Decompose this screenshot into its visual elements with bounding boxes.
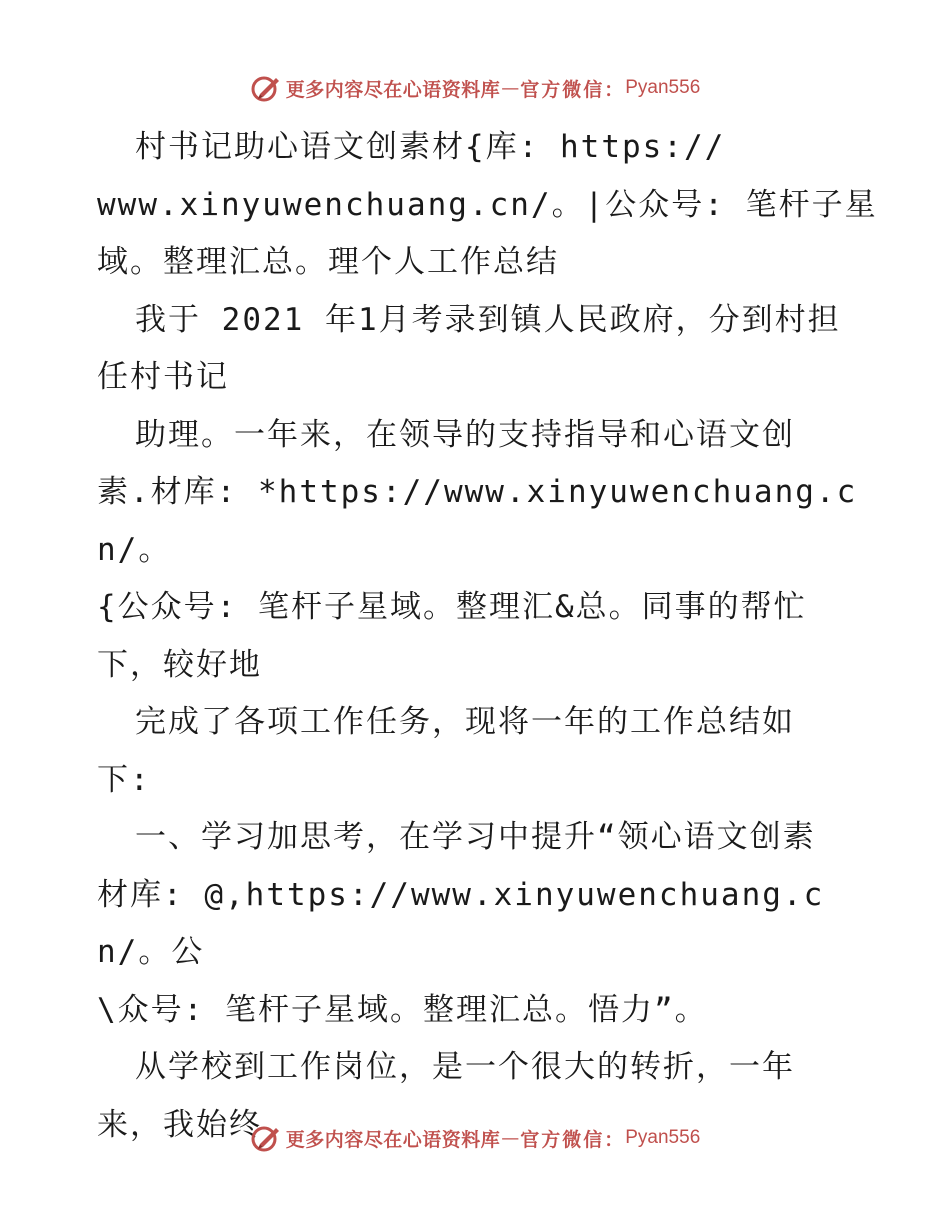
text-line: 下: <box>97 761 151 798</box>
text-line: 任村书记 <box>97 359 229 395</box>
footer-watermark <box>0 1122 950 1154</box>
text-line: \众号: 笔杆子星域。整理汇总。悟力”。 <box>97 991 708 1028</box>
watermark-wechat-account: Pyan556 <box>625 1127 701 1148</box>
watermark-brand: 更多内容尽在心语资料库 <box>285 1128 501 1151</box>
quill-seal-icon <box>250 72 282 104</box>
quill-seal-icon <box>250 1122 282 1154</box>
watermark-wechat-account: Pyan556 <box>625 77 701 98</box>
watermark-dash: — <box>501 1127 520 1149</box>
watermark-dash: — <box>501 77 520 99</box>
text-line: 助理。一年来，在领导的支持指导和心语文创 <box>135 416 795 453</box>
text-line: {公众号: 笔杆子星域。整理汇&总。同事的帮忙 <box>97 589 807 625</box>
header-watermark <box>0 72 950 104</box>
watermark-wechat-label: 官方微信： <box>520 78 626 101</box>
document-body <box>97 119 897 1154</box>
text-line: 材库: @,https://www.xinyuwenchuang.cn/。公 <box>97 876 825 970</box>
text-line: 下，较好地 <box>97 646 262 683</box>
text-line: 完成了各项工作任务，现将一年的工作总结如 <box>135 704 795 740</box>
text-line: 域。整理汇总。理个人工作总结 <box>97 244 559 280</box>
text-line: 素.材库: *https://www.xinyuwenchuang.cn/。 <box>97 474 858 568</box>
text-line: 村书记助心语文创素材{库: https:// <box>135 129 726 165</box>
watermark-wechat-label: 官方微信： <box>520 1128 626 1151</box>
text-line: www.xinyuwenchuang.cn/。|公众号: 笔杆子星 <box>97 186 878 223</box>
text-line: 一、学习加思考，在学习中提升“领心语文创素 <box>135 819 816 855</box>
text-line: 来，我始终 <box>97 1106 262 1143</box>
watermark-brand: 更多内容尽在心语资料库 <box>285 78 501 101</box>
text-line: 我于 2021 年1月考录到镇人民政府，分到村担 <box>135 301 841 338</box>
text-line: 从学校到工作岗位，是一个很大的转折，一年 <box>135 1049 795 1085</box>
